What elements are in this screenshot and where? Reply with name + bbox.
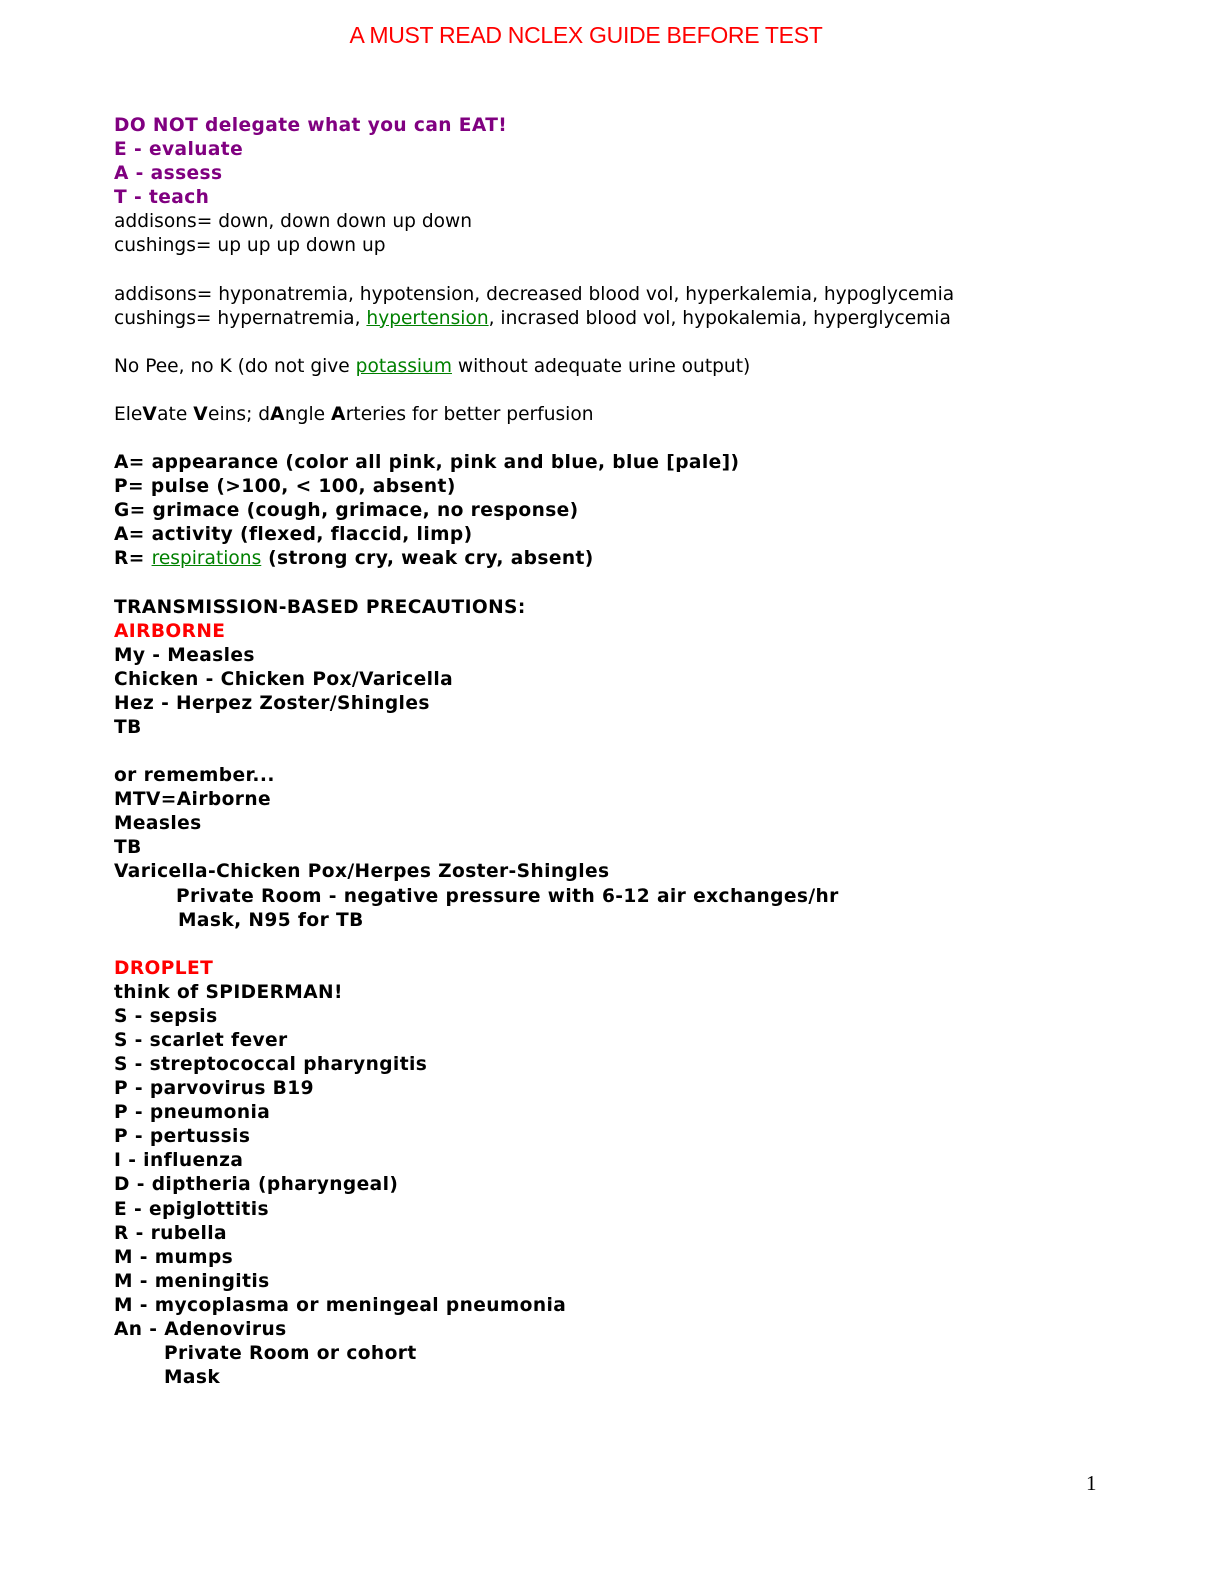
text-segment: Varicella-Chicken Pox/Herpes Zoster-Shingles	[114, 861, 610, 883]
blank-line	[114, 933, 954, 957]
text-segment: cushings= up up up down up	[114, 235, 386, 257]
text-segment: A= appearance (color all pink, pink and blue, blue [pale])	[114, 452, 740, 474]
text-segment: addisons= hyponatremia, hypotension, decreased blood vol, hyperkalemia, hypoglycemia	[114, 283, 955, 305]
text-line	[114, 547, 954, 571]
text-segment: M - mycoplasma or meningeal pneumonia	[114, 1294, 567, 1316]
text-line	[114, 138, 954, 162]
text-segment: or remember...	[114, 765, 275, 787]
text-segment: Private Room - negative pressure with 6-12 air exchanges/hr	[176, 885, 839, 907]
text-line	[114, 307, 954, 331]
blank-line	[114, 379, 954, 403]
text-line	[114, 1198, 954, 1222]
text-segment: TB	[114, 837, 142, 859]
text-segment: R - rubella	[114, 1222, 228, 1244]
text-line	[114, 1173, 954, 1197]
text-line	[114, 620, 954, 644]
text-line	[114, 981, 954, 1005]
page-number: 1	[1086, 1471, 1097, 1495]
text-segment: Chicken - Chicken Pox/Varicella	[114, 668, 454, 690]
text-line	[114, 957, 954, 981]
hyperlink[interactable]: respirations	[151, 548, 262, 570]
text-segment: addisons= down, down down up down	[114, 211, 473, 233]
text-segment: An - Adenovirus	[114, 1318, 287, 1340]
blank-line	[114, 258, 954, 282]
text-line	[114, 1053, 954, 1077]
text-segment: think of SPIDERMAN!	[114, 981, 343, 1003]
text-segment: ngle	[284, 403, 331, 425]
text-segment: rteries for better perfusion	[345, 403, 594, 425]
text-segment: without adequate urine output)	[451, 355, 751, 377]
blank-line	[114, 740, 954, 764]
text-line	[114, 355, 954, 379]
text-line	[114, 812, 954, 836]
text-line	[114, 162, 954, 186]
text-segment: ate	[157, 403, 194, 425]
text-segment: M - mumps	[114, 1246, 234, 1268]
text-line	[114, 210, 954, 234]
text-line	[114, 596, 954, 620]
text-segment: A - assess	[114, 163, 223, 185]
text-line	[114, 1318, 954, 1342]
text-segment: D - diptheria (pharyngeal)	[114, 1174, 399, 1196]
text-segment: No Pee, no K (do not give	[114, 355, 356, 377]
text-line	[114, 1101, 954, 1125]
text-segment: P - pneumonia	[114, 1102, 271, 1124]
text-segment: Private Room or cohort	[164, 1342, 417, 1364]
text-line	[114, 1246, 954, 1270]
text-segment: V	[193, 403, 208, 425]
document-title: A MUST READ NCLEX GUIDE BEFORE TEST	[349, 22, 823, 48]
text-segment: S - scarlet fever	[114, 1029, 288, 1051]
text-segment: DROPLET	[114, 957, 214, 979]
text-segment: DO NOT delegate what you can EAT!	[114, 115, 508, 136]
text-segment: MTV=Airborne	[114, 789, 271, 811]
text-line	[114, 909, 954, 933]
text-line	[114, 764, 954, 788]
text-segment: (strong cry, weak cry, absent)	[261, 548, 594, 570]
text-segment: , incrased blood vol, hypokalemia, hyperglycemia	[488, 307, 951, 329]
text-line	[114, 1125, 954, 1149]
text-line	[114, 1294, 954, 1318]
text-segment: T - teach	[114, 187, 210, 209]
text-line	[114, 283, 954, 307]
document-body	[114, 114, 954, 1390]
text-segment: A	[330, 403, 346, 425]
text-segment: P - pertussis	[114, 1126, 251, 1148]
text-segment: E - epiglottitis	[114, 1198, 269, 1220]
blank-line	[114, 427, 954, 451]
text-line	[114, 644, 954, 668]
text-segment: Ele	[114, 403, 143, 425]
text-segment: E - evaluate	[114, 139, 244, 161]
text-line	[114, 499, 954, 523]
text-line	[114, 836, 954, 860]
text-line	[114, 186, 954, 210]
text-segment: G= grimace (cough, grimace, no response)	[114, 500, 579, 522]
text-segment: R=	[114, 548, 152, 570]
text-line	[114, 1366, 954, 1390]
text-segment: cushings= hypernatremia,	[114, 307, 367, 329]
text-segment: Measles	[114, 813, 202, 835]
blank-line	[114, 331, 954, 355]
text-segment: A= activity (flexed, flaccid, limp)	[114, 524, 473, 546]
text-line	[114, 788, 954, 812]
text-line	[114, 1222, 954, 1246]
text-segment: AIRBORNE	[114, 620, 226, 642]
text-segment: Mask	[164, 1367, 221, 1389]
text-line	[114, 1029, 954, 1053]
text-line	[114, 716, 954, 740]
text-segment: TRANSMISSION-BASED PRECAUTIONS:	[114, 596, 526, 618]
text-line	[114, 1005, 954, 1029]
blank-line	[114, 571, 954, 595]
text-line	[114, 234, 954, 258]
text-line	[114, 1270, 954, 1294]
text-segment: Mask, N95 for TB	[178, 909, 364, 931]
hyperlink[interactable]: hypertension	[366, 307, 489, 329]
hyperlink[interactable]: potassium	[355, 355, 452, 377]
text-segment: P - parvovirus B19	[114, 1078, 314, 1100]
text-segment: eins; d	[208, 403, 271, 425]
text-line	[114, 114, 954, 138]
text-line	[114, 692, 954, 716]
text-segment: V	[142, 403, 158, 425]
text-segment: M - meningitis	[114, 1270, 270, 1292]
text-line	[114, 523, 954, 547]
text-segment: A	[270, 403, 285, 425]
text-line	[114, 1077, 954, 1101]
text-segment: I - influenza	[114, 1150, 244, 1172]
text-segment: My - Measles	[114, 644, 255, 666]
text-line	[114, 1149, 954, 1173]
text-line	[114, 475, 954, 499]
text-line	[114, 451, 954, 475]
text-segment: TB	[114, 716, 142, 738]
text-line	[114, 860, 954, 884]
text-line	[114, 885, 954, 909]
text-segment: S - streptococcal pharyngitis	[114, 1054, 428, 1076]
text-line	[114, 403, 954, 427]
text-line	[114, 668, 954, 692]
text-line	[114, 1342, 954, 1366]
text-segment: Hez - Herpez Zoster/Shingles	[114, 692, 430, 714]
text-segment: S - sepsis	[114, 1005, 218, 1027]
text-segment: P= pulse (>100, < 100, absent)	[114, 476, 456, 498]
